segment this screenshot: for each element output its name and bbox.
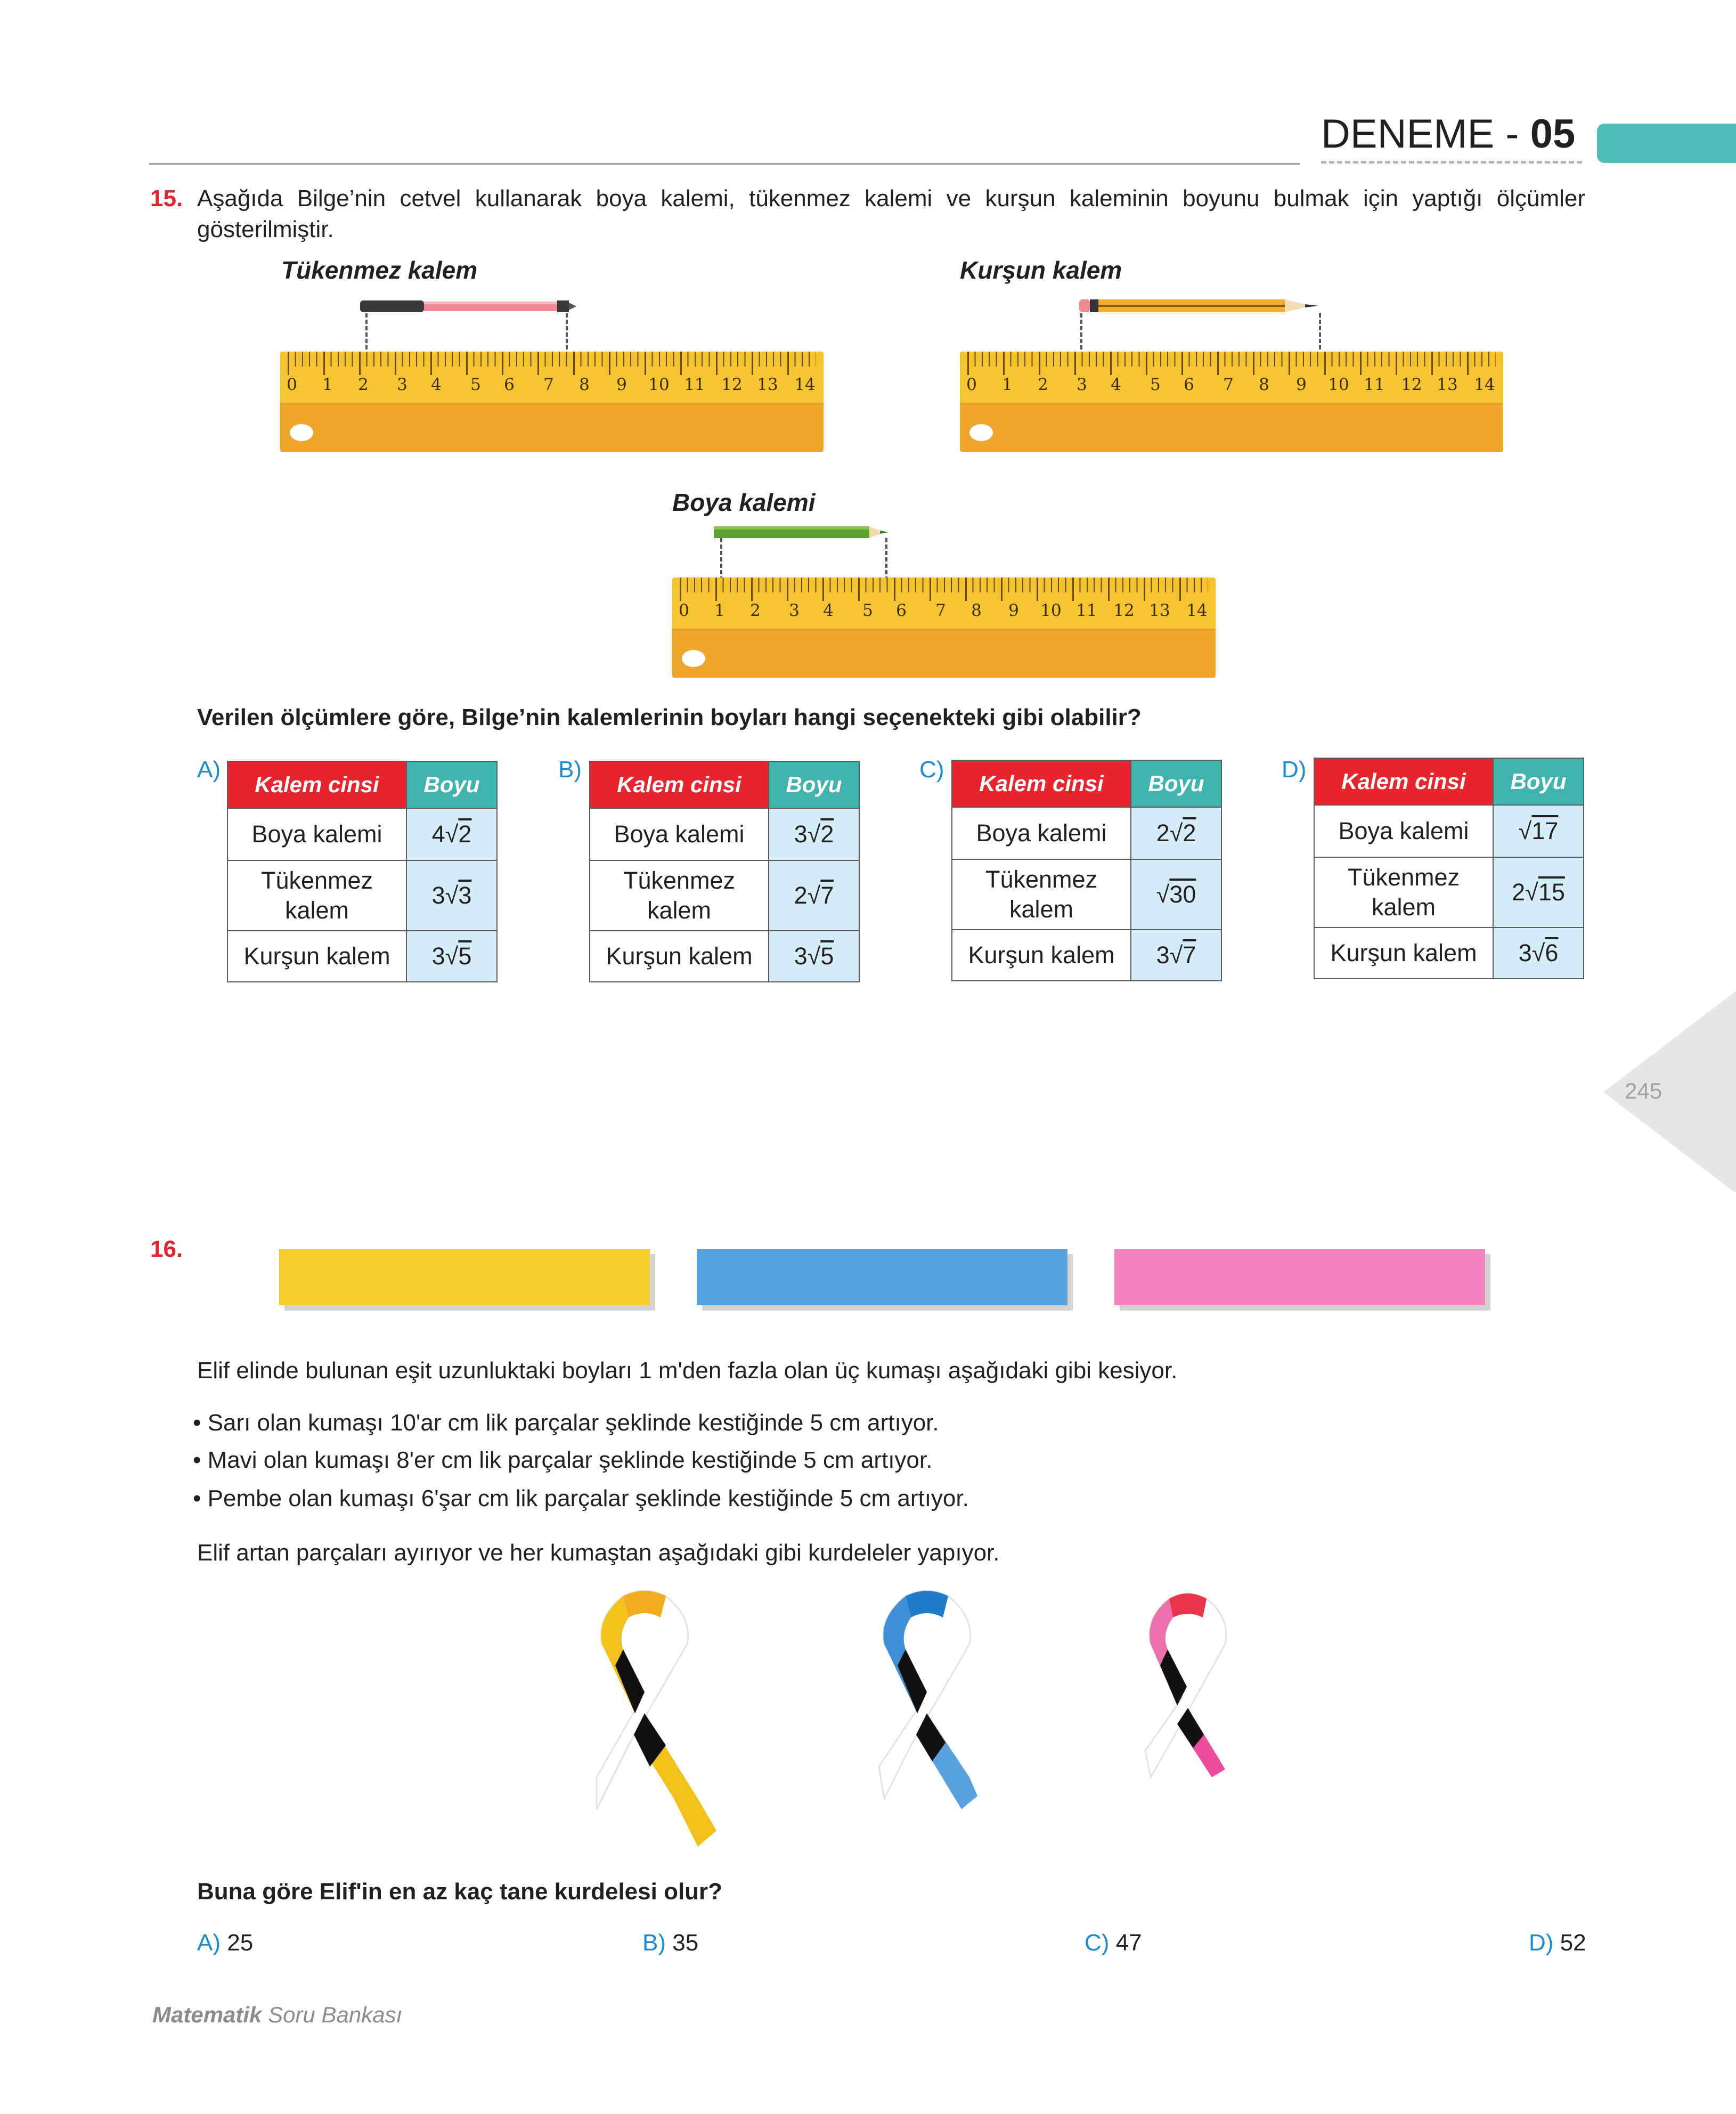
yellow-fabric (279, 1249, 650, 1305)
ruler-label: 0 (287, 375, 297, 394)
ruler-label: 14 (1474, 375, 1495, 394)
row-value: 3√5 (769, 931, 859, 982)
pen-end-guide (566, 313, 568, 356)
pen-start-guide (365, 313, 368, 356)
pink-fabric (1114, 1249, 1485, 1305)
ruler-label: 3 (1077, 375, 1087, 394)
ruler-pen (280, 352, 824, 452)
page-number: 245 (1625, 1078, 1662, 1103)
row-value: 3√7 (1131, 930, 1221, 981)
ruler-label: 10 (648, 375, 670, 394)
ruler-label: 3 (789, 601, 800, 620)
ballpoint-pen-image (360, 296, 576, 318)
option-c-table[interactable] (951, 760, 1222, 981)
row-name: Kurşun kalem (1314, 928, 1493, 979)
header-rule (149, 163, 1300, 165)
ruler-label: 8 (971, 601, 982, 620)
ruler-label: 1 (322, 375, 333, 394)
ruler-label: 5 (862, 601, 873, 620)
ruler-label: 5 (470, 375, 481, 394)
question-16-prompt: Buna göre Elif'in en az kaç tane kurdelesi olur? (197, 1879, 723, 1905)
row-value: 3√3 (406, 860, 497, 931)
ruler-label: 13 (1149, 601, 1170, 620)
crayon-end-guide (885, 538, 887, 581)
row-value: 3√5 (406, 931, 497, 982)
ruler-label: 14 (794, 375, 816, 394)
header-boyu: Boyu (1131, 760, 1221, 807)
crayon-caption: Boya kalemi (672, 489, 816, 516)
row-value: 3√2 (769, 808, 859, 860)
page-number-badge (1603, 991, 1736, 1193)
question-15-prompt: Verilen ölçümlere göre, Bilge’nin kalemlerinin boyları hangi seçenekteki gibi olabilir? (197, 704, 1142, 730)
answer-option-a[interactable]: A) 25 (197, 1930, 254, 1956)
ruler-label: 7 (1223, 375, 1234, 394)
ruler-label: 11 (1076, 601, 1097, 620)
ruler-label: 9 (1008, 601, 1019, 620)
header-tab (1597, 124, 1736, 163)
blue-fabric (697, 1249, 1067, 1305)
answer-option-d[interactable]: D) 52 (1529, 1930, 1586, 1956)
ruler-label: 7 (935, 601, 946, 620)
row-name: Tükenmez kalem (590, 860, 769, 931)
ruler-label: 13 (1437, 375, 1458, 394)
header-boyu: Boyu (769, 761, 859, 808)
header-kalem-cinsi: Kalem cinsi (1314, 758, 1493, 805)
row-name: Kurşun kalem (952, 930, 1131, 981)
row-value: √30 (1131, 859, 1221, 930)
row-value: 2√15 (1493, 857, 1584, 928)
option-c-letter[interactable]: C) (919, 757, 944, 783)
ruler-label: 3 (397, 375, 407, 394)
question-15-text: Aşağıda Bilge’nin cetvel kullanarak boya kalemi, tükenmez kalemi ve kurşun kaleminin boyunu bulmak için yaptığı ölçümler gösterilmiştir. (197, 185, 1585, 242)
pen-caption: Tükenmez kalem (281, 256, 478, 284)
ruler-crayon (672, 578, 1216, 678)
ruler-label: 2 (750, 601, 761, 620)
ruler-label: 13 (757, 375, 778, 394)
row-name: Tükenmez kalem (227, 860, 406, 931)
ruler-label: 8 (1259, 375, 1269, 394)
ruler-label: 11 (1364, 375, 1385, 394)
pink-ribbon-icon (1108, 1585, 1273, 1799)
row-value: √17 (1493, 805, 1584, 857)
ruler-label: 12 (721, 375, 743, 394)
header-boyu: Boyu (1493, 758, 1584, 805)
pencil-image (1079, 296, 1324, 315)
pencil-end-guide (1319, 313, 1321, 356)
title-underline (1321, 161, 1582, 164)
bullet-yellow: • Sarı olan kumaşı 10'ar cm lik parçalar şeklinde kestiğinde 5 cm artıyor. (193, 1410, 939, 1436)
bullet-blue: • Mavi olan kumaşı 8'er cm lik parçalar şeklinde kestiğinde 5 cm artıyor. (193, 1447, 933, 1473)
ruler-label: 0 (679, 601, 689, 620)
option-a-table[interactable] (227, 761, 498, 982)
row-name: Kurşun kalem (227, 931, 406, 982)
row-value: 3√6 (1493, 928, 1584, 979)
pencil-start-guide (1080, 313, 1082, 356)
ruler-label: 2 (1038, 375, 1048, 394)
option-d-table[interactable] (1314, 758, 1584, 979)
ruler-hole (969, 424, 993, 441)
colored-pencil-image (714, 524, 890, 540)
header-kalem-cinsi: Kalem cinsi (590, 761, 769, 808)
ruler-hole (682, 650, 705, 667)
row-name: Boya kalemi (227, 808, 406, 860)
ruler-label: 12 (1401, 375, 1422, 394)
ribbons-text: Elif artan parçaları ayırıyor ve her kumaştan aşağıdaki gibi kurdeleler yapıyor. (197, 1540, 1000, 1566)
ruler-label: 9 (1296, 375, 1307, 394)
header-kalem-cinsi: Kalem cinsi (952, 760, 1131, 807)
ruler-label: 4 (431, 375, 442, 394)
ruler-pencil (960, 352, 1503, 452)
row-name: Boya kalemi (1314, 805, 1493, 857)
ruler-label: 10 (1328, 375, 1349, 394)
row-name: Tükenmez kalem (952, 859, 1131, 930)
ruler-label: 6 (1184, 375, 1194, 394)
ruler-label: 2 (358, 375, 369, 394)
ruler-label: 10 (1040, 601, 1062, 620)
ruler-label: 12 (1113, 601, 1135, 620)
row-value: 2√7 (769, 860, 859, 931)
row-value: 4√2 (406, 808, 497, 860)
option-b-letter[interactable]: B) (558, 757, 582, 783)
ruler-label: 7 (543, 375, 554, 394)
option-a-letter[interactable]: A) (197, 757, 221, 783)
option-d-letter[interactable]: D) (1282, 757, 1307, 783)
question-16-number: 16. (150, 1236, 183, 1262)
header-boyu: Boyu (406, 761, 497, 808)
answer-option-c[interactable]: C) 47 (1085, 1930, 1142, 1956)
header-kalem-cinsi: Kalem cinsi (227, 761, 406, 808)
footer-book-title: Matematik Soru Bankası (152, 2002, 403, 2027)
ruler-label: 6 (504, 375, 515, 394)
yellow-ribbon-icon (565, 1585, 730, 1852)
option-b-table[interactable] (589, 761, 860, 982)
ruler-label: 4 (823, 601, 834, 620)
row-name: Tükenmez kalem (1314, 857, 1493, 928)
ruler-label: 9 (616, 375, 627, 394)
ruler-label: 1 (714, 601, 725, 620)
row-name: Boya kalemi (590, 808, 769, 860)
blue-ribbon-icon (847, 1585, 1012, 1825)
page-title: DENEME - 05 (1321, 111, 1576, 157)
bullet-pink: • Pembe olan kumaşı 6'şar cm lik parçalar şeklinde kestiğinde 5 cm artıyor. (193, 1485, 969, 1511)
ruler-label: 0 (966, 375, 977, 394)
ruler-label: 14 (1186, 601, 1208, 620)
ruler-hole (290, 424, 313, 441)
ruler-label: 11 (684, 375, 705, 394)
question-15-number: 15. (150, 185, 183, 212)
ruler-label: 8 (579, 375, 590, 394)
answer-option-b[interactable]: B) 35 (642, 1930, 699, 1956)
row-name: Kurşun kalem (590, 931, 769, 982)
ruler-label: 6 (896, 601, 907, 620)
question-16-intro: Elif elinde bulunan eşit uzunluktaki boyları 1 m'den fazla olan üç kumaşı aşağıdaki gibi kesiyor. (197, 1357, 1178, 1384)
crayon-start-guide (720, 538, 722, 581)
ruler-label: 1 (1002, 375, 1013, 394)
row-name: Boya kalemi (952, 807, 1131, 859)
ruler-label: 4 (1111, 375, 1121, 394)
pencil-caption: Kurşun kalem (960, 256, 1122, 284)
ruler-label: 5 (1150, 375, 1161, 394)
row-value: 2√2 (1131, 807, 1221, 859)
